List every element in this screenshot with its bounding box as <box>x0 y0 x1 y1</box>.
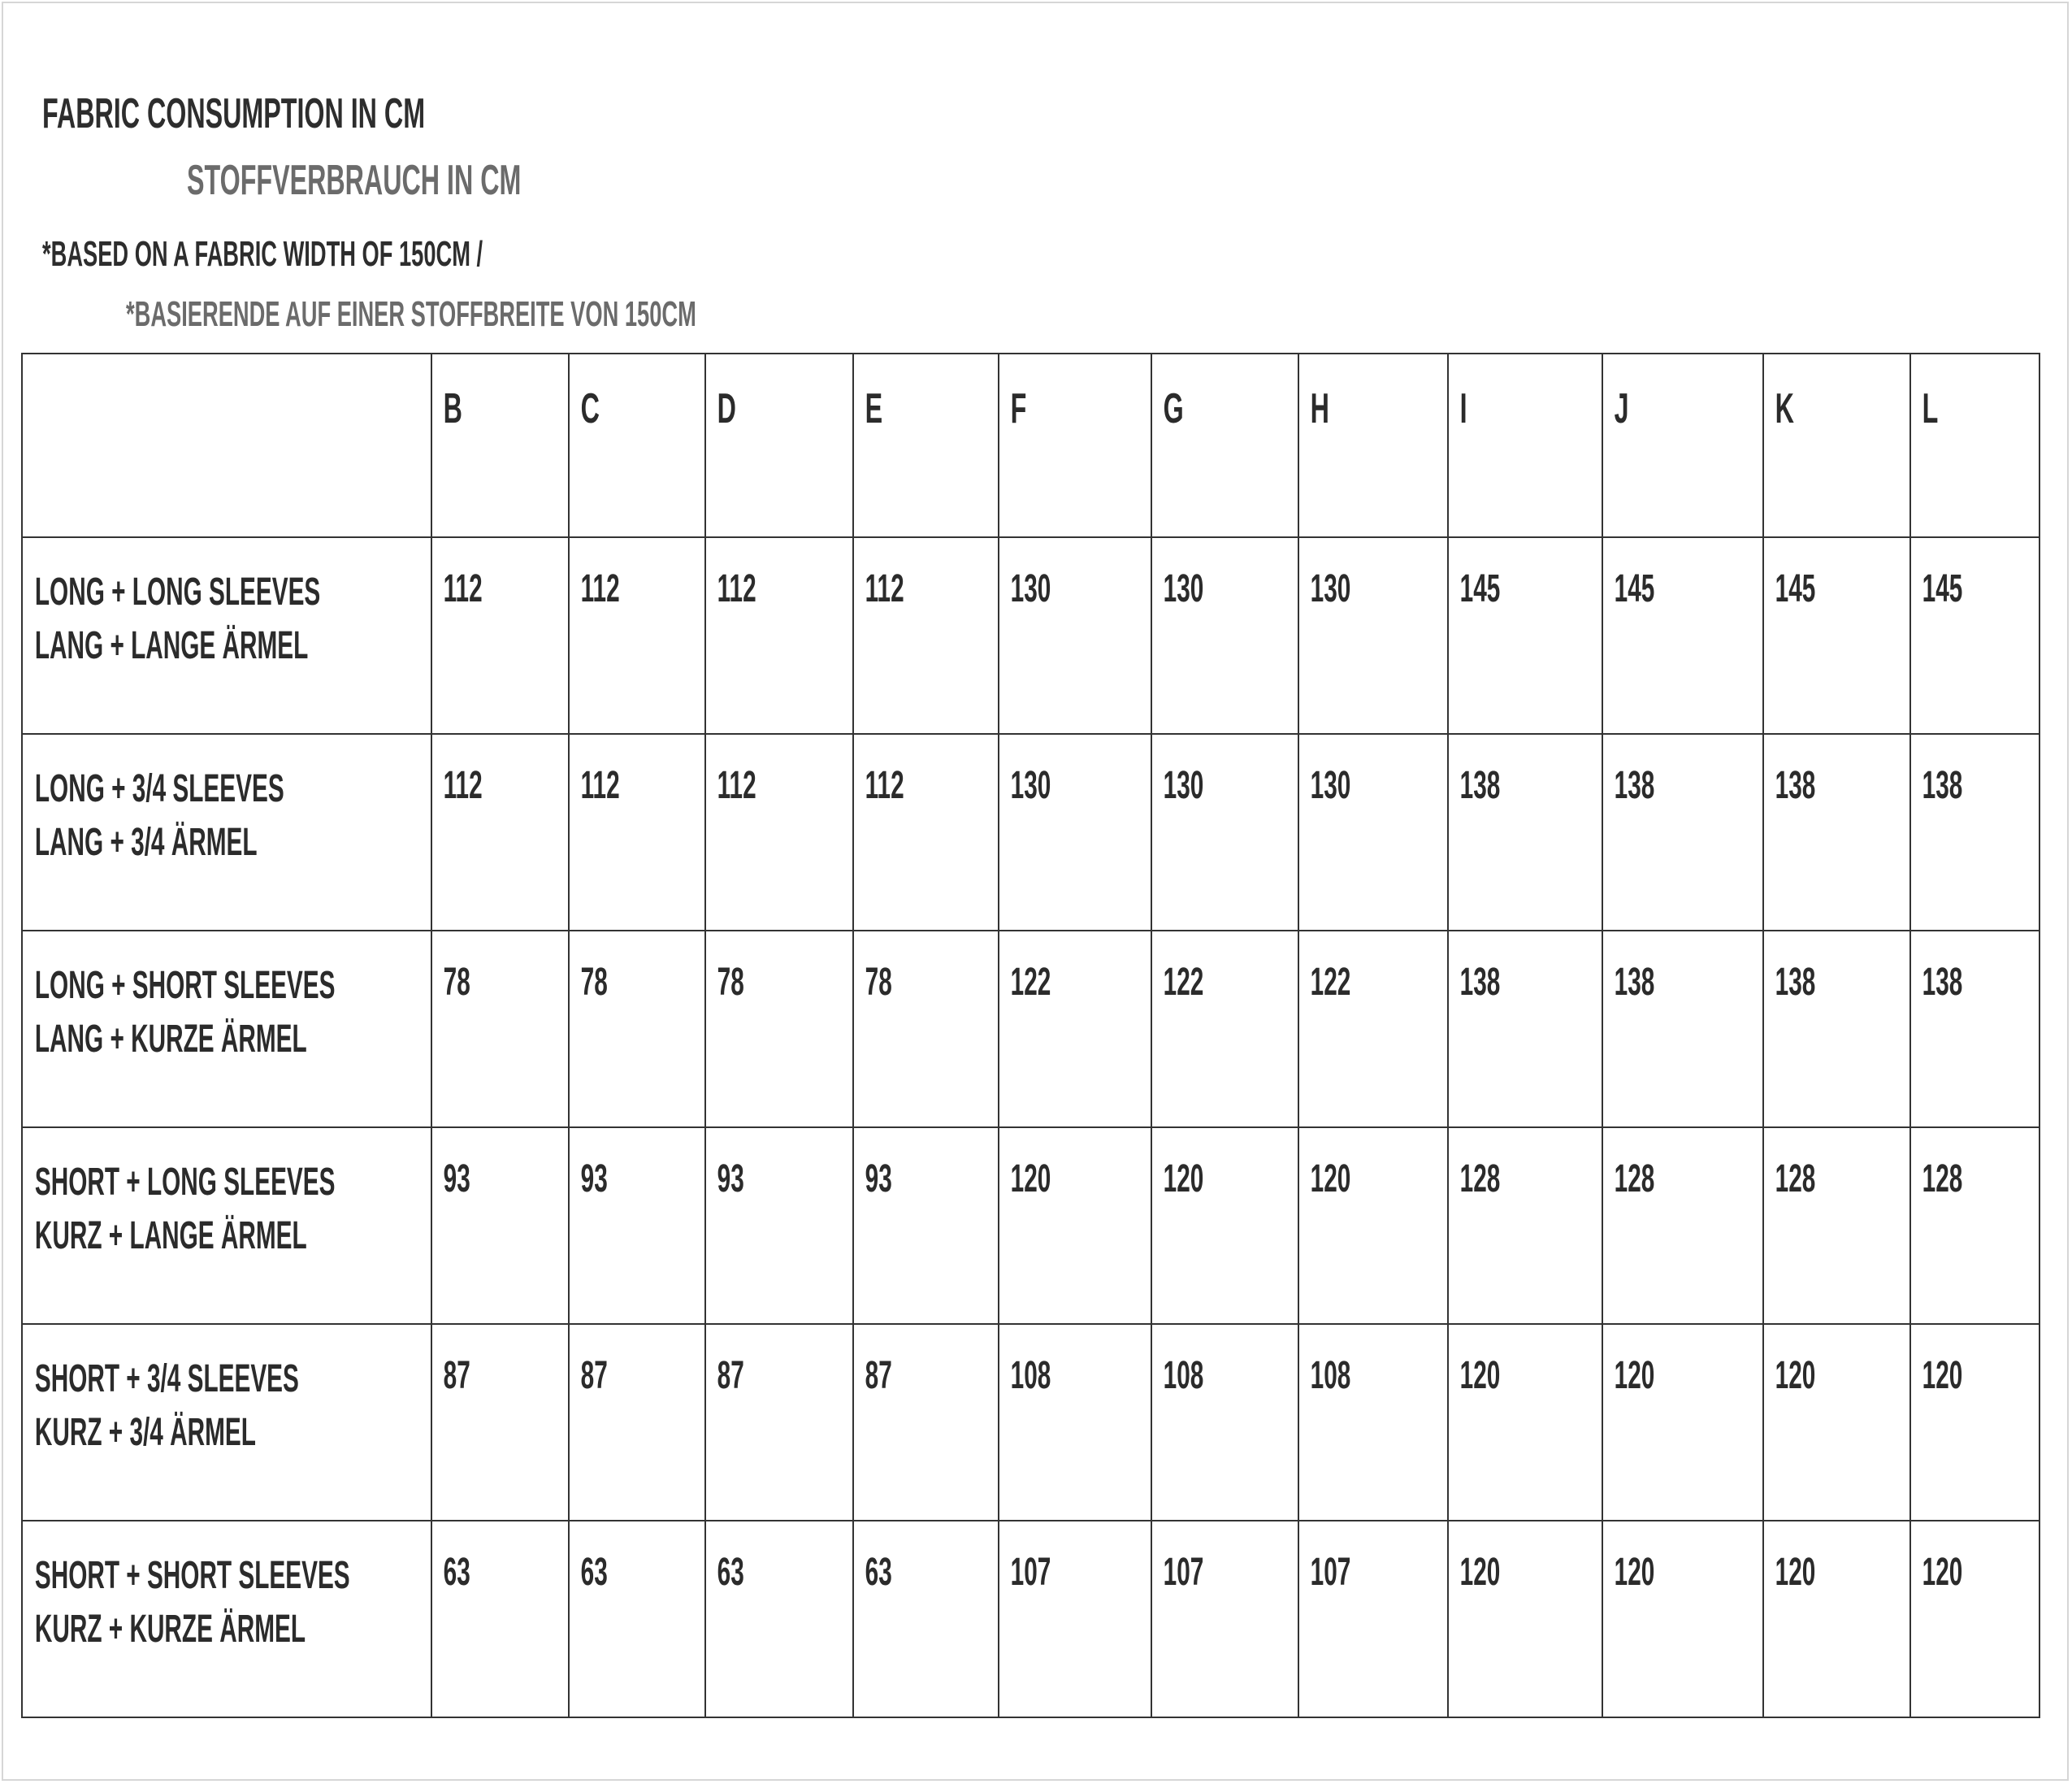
consumption-value: 87 <box>443 1354 470 1397</box>
consumption-value: 112 <box>717 567 756 610</box>
row-label-cell <box>22 1324 431 1521</box>
value-cell-e <box>853 537 999 734</box>
size-header-b <box>431 354 569 537</box>
row-label <box>23 538 321 673</box>
value-cell-f <box>999 734 1151 931</box>
consumption-value: 138 <box>1922 961 1963 1004</box>
consumption-value: 138 <box>1775 961 1816 1004</box>
row-label-german: LANG + 3/4 ÄRMEL <box>34 821 258 864</box>
value-cell-l <box>1910 537 2039 734</box>
consumption-value: 120 <box>1775 1551 1816 1594</box>
consumption-value: 130 <box>1163 567 1204 610</box>
table-row <box>22 734 2039 931</box>
consumption-value: 107 <box>1163 1551 1204 1594</box>
value-cell-b <box>431 1127 569 1324</box>
consumption-value: 130 <box>1010 764 1051 807</box>
size-label: F <box>1010 385 1027 432</box>
row-label-cell <box>22 537 431 734</box>
consumption-value: 122 <box>1310 961 1351 1004</box>
size-label: G <box>1163 385 1184 432</box>
consumption-value: 120 <box>1163 1157 1204 1200</box>
consumption-value: 87 <box>717 1354 744 1397</box>
value-cell-l <box>1910 734 2039 931</box>
consumption-value: 120 <box>1922 1551 1963 1594</box>
row-label-english: LONG + LONG SLEEVES <box>34 571 321 614</box>
consumption-value: 120 <box>1010 1157 1051 1200</box>
consumption-value: 138 <box>1459 961 1501 1004</box>
row-label-german: LANG + KURZE ÄRMEL <box>34 1018 307 1061</box>
value-cell-g <box>1151 1521 1298 1717</box>
consumption-value: 130 <box>1010 567 1051 610</box>
value-cell-l <box>1910 1127 2039 1324</box>
row-label-english: SHORT + SHORT SLEEVES <box>34 1554 350 1597</box>
consumption-value: 138 <box>1922 764 1963 807</box>
value-cell-i <box>1448 734 1602 931</box>
consumption-value: 120 <box>1614 1354 1655 1397</box>
value-cell-e <box>853 1521 999 1717</box>
consumption-value: 138 <box>1614 961 1655 1004</box>
consumption-value: 93 <box>443 1157 470 1200</box>
consumption-value: 93 <box>580 1157 608 1200</box>
size-header-i <box>1448 354 1602 537</box>
value-cell-i <box>1448 931 1602 1127</box>
value-cell-l <box>1910 1324 2039 1521</box>
consumption-value: 112 <box>717 764 756 807</box>
table-row <box>22 1521 2039 1717</box>
consumption-value: 138 <box>1459 764 1501 807</box>
consumption-value: 120 <box>1775 1354 1816 1397</box>
consumption-value: 107 <box>1310 1551 1351 1594</box>
consumption-value: 63 <box>443 1551 470 1594</box>
value-cell-g <box>1151 734 1298 931</box>
consumption-value: 93 <box>865 1157 892 1200</box>
value-cell-g <box>1151 1324 1298 1521</box>
consumption-value: 108 <box>1010 1354 1051 1397</box>
row-label-english: SHORT + LONG SLEEVES <box>34 1161 336 1204</box>
consumption-value: 145 <box>1459 567 1501 610</box>
consumption-value: 120 <box>1459 1354 1501 1397</box>
row-label-german: KURZ + KURZE ÄRMEL <box>34 1608 306 1651</box>
size-label: H <box>1310 385 1329 432</box>
row-label-cell <box>22 1521 431 1717</box>
consumption-value: 122 <box>1010 961 1051 1004</box>
row-label <box>23 1128 336 1263</box>
consumption-value: 120 <box>1614 1551 1655 1594</box>
value-cell-k <box>1763 1127 1910 1324</box>
corner-cell <box>22 354 431 537</box>
value-cell-h <box>1298 1521 1448 1717</box>
value-cell-f <box>999 1127 1151 1324</box>
value-cell-i <box>1448 537 1602 734</box>
value-cell-b <box>431 734 569 931</box>
consumption-value: 130 <box>1310 567 1351 610</box>
consumption-value: 78 <box>865 961 892 1004</box>
size-header-c <box>569 354 705 537</box>
value-cell-e <box>853 734 999 931</box>
consumption-value: 130 <box>1163 764 1204 807</box>
value-cell-k <box>1763 931 1910 1127</box>
consumption-value: 112 <box>580 764 620 807</box>
value-cell-d <box>705 1324 853 1521</box>
consumption-value: 63 <box>865 1551 892 1594</box>
row-label-german: LANG + LANGE ÄRMEL <box>34 624 309 667</box>
row-label <box>23 931 336 1066</box>
value-cell-j <box>1602 931 1763 1127</box>
value-cell-c <box>569 1127 705 1324</box>
value-cell-e <box>853 1127 999 1324</box>
note-german: *BASIERENDE AUF EINER STOFFBREITE VON 150CM <box>126 294 696 334</box>
value-cell-d <box>705 931 853 1127</box>
size-header-j <box>1602 354 1763 537</box>
value-cell-c <box>569 734 705 931</box>
consumption-value: 145 <box>1775 567 1816 610</box>
consumption-value: 87 <box>580 1354 608 1397</box>
size-label: B <box>443 385 462 432</box>
value-cell-h <box>1298 537 1448 734</box>
value-cell-k <box>1763 734 1910 931</box>
size-header-h <box>1298 354 1448 537</box>
row-label-german: KURZ + LANGE ÄRMEL <box>34 1214 307 1257</box>
value-cell-d <box>705 1127 853 1324</box>
row-label <box>23 735 284 870</box>
consumption-value: 87 <box>865 1354 892 1397</box>
row-label-english: SHORT + 3/4 SLEEVES <box>34 1357 299 1400</box>
value-cell-j <box>1602 1127 1763 1324</box>
value-cell-d <box>705 734 853 931</box>
value-cell-i <box>1448 1521 1602 1717</box>
table-row <box>22 1127 2039 1324</box>
value-cell-g <box>1151 1127 1298 1324</box>
consumption-value: 145 <box>1614 567 1655 610</box>
size-label: K <box>1775 385 1794 432</box>
table-row <box>22 537 2039 734</box>
consumption-value: 78 <box>717 961 744 1004</box>
consumption-value: 130 <box>1310 764 1351 807</box>
value-cell-h <box>1298 734 1448 931</box>
value-cell-h <box>1298 931 1448 1127</box>
consumption-value: 78 <box>580 961 608 1004</box>
consumption-value: 138 <box>1614 764 1655 807</box>
size-header-k <box>1763 354 1910 537</box>
table-row <box>22 1324 2039 1521</box>
value-cell-d <box>705 1521 853 1717</box>
note-english: *BASED ON A FABRIC WIDTH OF 150CM / <box>42 234 483 274</box>
value-cell-b <box>431 537 569 734</box>
consumption-value: 107 <box>1010 1551 1051 1594</box>
table-row <box>22 931 2039 1127</box>
value-cell-h <box>1298 1127 1448 1324</box>
value-cell-j <box>1602 1521 1763 1717</box>
title-german: STOFFVERBRAUCH IN CM <box>187 157 522 204</box>
value-cell-e <box>853 931 999 1127</box>
size-header-d <box>705 354 853 537</box>
size-label: D <box>717 385 736 432</box>
row-label-cell <box>22 931 431 1127</box>
size-label: I <box>1459 385 1467 432</box>
value-cell-c <box>569 1324 705 1521</box>
row-label-english: LONG + SHORT SLEEVES <box>34 964 336 1007</box>
consumption-value: 112 <box>865 764 904 807</box>
value-cell-j <box>1602 734 1763 931</box>
consumption-value: 122 <box>1163 961 1204 1004</box>
value-cell-h <box>1298 1324 1448 1521</box>
consumption-value: 120 <box>1310 1157 1351 1200</box>
consumption-value: 145 <box>1922 567 1963 610</box>
value-cell-f <box>999 537 1151 734</box>
consumption-value: 128 <box>1614 1157 1655 1200</box>
value-cell-f <box>999 1324 1151 1521</box>
value-cell-k <box>1763 1521 1910 1717</box>
size-label: J <box>1614 385 1629 432</box>
row-label <box>23 1521 350 1656</box>
row-label <box>23 1325 299 1460</box>
value-cell-b <box>431 931 569 1127</box>
row-label-cell <box>22 1127 431 1324</box>
consumption-value: 120 <box>1459 1551 1501 1594</box>
value-cell-g <box>1151 931 1298 1127</box>
value-cell-k <box>1763 537 1910 734</box>
consumption-value: 128 <box>1922 1157 1963 1200</box>
consumption-value: 128 <box>1775 1157 1816 1200</box>
title-english: FABRIC CONSUMPTION IN CM <box>42 90 426 137</box>
consumption-value: 108 <box>1163 1354 1204 1397</box>
row-label-german: KURZ + 3/4 ÄRMEL <box>34 1411 256 1454</box>
size-header-row <box>22 354 2039 537</box>
consumption-value: 108 <box>1310 1354 1351 1397</box>
row-label-cell <box>22 734 431 931</box>
value-cell-i <box>1448 1127 1602 1324</box>
size-header-f <box>999 354 1151 537</box>
table-body <box>22 537 2039 1717</box>
value-cell-e <box>853 1324 999 1521</box>
consumption-value: 112 <box>443 764 483 807</box>
value-cell-j <box>1602 1324 1763 1521</box>
consumption-value: 112 <box>443 567 483 610</box>
consumption-value: 112 <box>580 567 620 610</box>
value-cell-f <box>999 1521 1151 1717</box>
value-cell-c <box>569 931 705 1127</box>
value-cell-l <box>1910 1521 2039 1717</box>
value-cell-b <box>431 1324 569 1521</box>
value-cell-l <box>1910 931 2039 1127</box>
size-label: C <box>580 385 600 432</box>
size-header-g <box>1151 354 1298 537</box>
size-header-e <box>853 354 999 537</box>
consumption-value: 78 <box>443 961 470 1004</box>
row-label-english: LONG + 3/4 SLEEVES <box>34 767 284 810</box>
size-label: L <box>1922 385 1939 432</box>
consumption-value: 63 <box>717 1551 744 1594</box>
value-cell-g <box>1151 537 1298 734</box>
value-cell-c <box>569 1521 705 1717</box>
value-cell-j <box>1602 537 1763 734</box>
consumption-value: 128 <box>1459 1157 1501 1200</box>
value-cell-k <box>1763 1324 1910 1521</box>
size-header-l <box>1910 354 2039 537</box>
fabric-consumption-table <box>21 353 2040 1718</box>
consumption-value: 112 <box>865 567 904 610</box>
consumption-value: 93 <box>717 1157 744 1200</box>
value-cell-d <box>705 537 853 734</box>
value-cell-b <box>431 1521 569 1717</box>
size-label: E <box>865 385 883 432</box>
value-cell-f <box>999 931 1151 1127</box>
consumption-value: 120 <box>1922 1354 1963 1397</box>
consumption-value: 138 <box>1775 764 1816 807</box>
value-cell-c <box>569 537 705 734</box>
consumption-value: 63 <box>580 1551 608 1594</box>
value-cell-i <box>1448 1324 1602 1521</box>
